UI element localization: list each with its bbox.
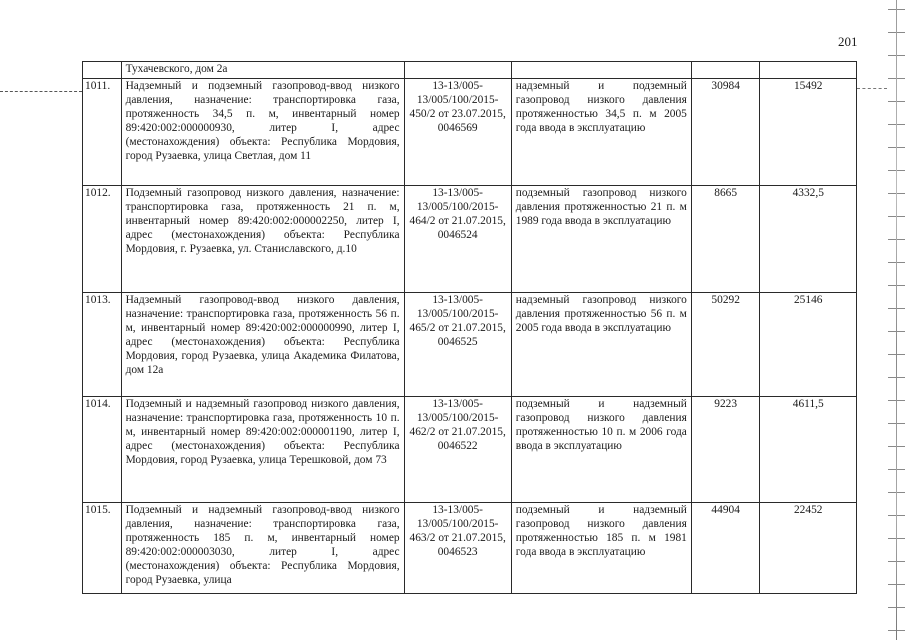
row-number-cell: 1013. [83,293,122,397]
row-value2-cell: 25146 [760,293,857,397]
row-value2-cell: 15492 [760,79,857,186]
row-value1-cell: 30984 [691,79,760,186]
row-value1-cell [691,62,760,79]
table-row-continuation [83,62,857,79]
scan-dashed-line-left [0,91,82,92]
row-number-cell: 1011. [83,79,122,186]
row-value2-cell [760,62,857,79]
row-number-cell: 1015. [83,503,122,594]
row-number-cell: 1012. [83,186,122,293]
row-description-cell: Надземный газопровод-ввод низкого давления, назначение: транспортировка газа, протяженность 56 п. м, инвентарный номер 89:420:002:000000990, литер I, адрес (местонахождения) объекта: Республика Мордовия, город Рузаевка, улица Академика Филатова, дом 12а [121,293,404,397]
row-registration-cell [404,62,511,79]
row-note-cell: подземный и надземный газопровод низкого давления протяженностью 185 п. м 1981 года ввода в эксплуатацию [511,503,691,594]
property-table [82,61,857,594]
page-number: 201 [838,34,858,49]
row-registration-cell: 13-13/005-13/005/100/2015-465/2 от 21.07.2015, 0046525 [404,293,511,397]
table-row [83,397,857,503]
row-value2-cell: 22452 [760,503,857,594]
row-number-cell [83,62,122,79]
row-value2-cell: 4332,5 [760,186,857,293]
row-note-cell: подземный газопровод низкого давления протяженностью 21 п. м 1989 года ввода в эксплуатацию [511,186,691,293]
row-registration-cell: 13-13/005-13/005/100/2015-463/2 от 21.07.2015, 0046523 [404,503,511,594]
row-description-cell: Подземный газопровод низкого давления, назначение: транспортировка газа, протяженность 21 п. м, инвентарный номер 89:420:002:000002250, литер I, адрес (местонахождения) объекта: Республика Мордовия, г. Рузаевка, ул. Станиславского, д.10 [121,186,404,293]
row-note-cell: подземный и надземный газопровод низкого давления протяженностью 10 п. м 2006 года ввода в эксплуатацию [511,397,691,503]
row-note-cell: надземный и подземный газопровод низкого давления протяженностью 34,5 п. м 2005 года ввода в эксплуатацию [511,79,691,186]
table-row [83,293,857,397]
table-row [83,503,857,594]
scan-edge-line [896,0,897,640]
row-description-cell: Подземный и надземный газопровод низкого давления, назначение: транспортировка газа, протяженность 10 п. м, инвентарный номер 89:420:002:000001190, литер I, адрес (местонахождения) объекта: Республика Мордовия, город Рузаевка, улица Терешковой, дом 73 [121,397,404,503]
row-description-cell: Надземный и подземный газопровод-ввод низкого давления, назначение: транспортировка газа, протяженность 34,5 п. м, инвентарный номер 89:420:002:000000930, литер I, адрес (местонахождения) объекта: Республика Мордовия, город Рузаевка, улица Светлая, дом 11 [121,79,404,186]
row-value1-cell: 50292 [691,293,760,397]
row-value1-cell: 8665 [691,186,760,293]
row-number-cell: 1014. [83,397,122,503]
row-note-cell [511,62,691,79]
row-value1-cell: 9223 [691,397,760,503]
table-row [83,186,857,293]
row-description-cell: Тухачевского, дом 2а [121,62,404,79]
row-value2-cell: 4611,5 [760,397,857,503]
row-registration-cell: 13-13/005-13/005/100/2015-462/2 от 21.07.2015, 0046522 [404,397,511,503]
row-note-cell: надземный газопровод низкого давления протяженностью 56 п. м 2005 года ввода в эксплуатацию [511,293,691,397]
row-registration-cell: 13-13/005-13/005/100/2015-464/2 от 21.07.2015, 0046524 [404,186,511,293]
table-row [83,79,857,186]
scan-dashed-line-right [857,88,887,89]
row-description-cell: Подземный и надземный газопровод-ввод низкого давления, назначение: транспортировка газа, протяженность 185 п. м, инвентарный номер 89:420:002:000003030, литер I, адрес (местонахождения) объекта: Республика Мордовия, город Рузаевка, улица [121,503,404,594]
row-value1-cell: 44904 [691,503,760,594]
row-registration-cell: 13-13/005-13/005/100/2015-450/2 от 23.07.2015, 0046569 [404,79,511,186]
